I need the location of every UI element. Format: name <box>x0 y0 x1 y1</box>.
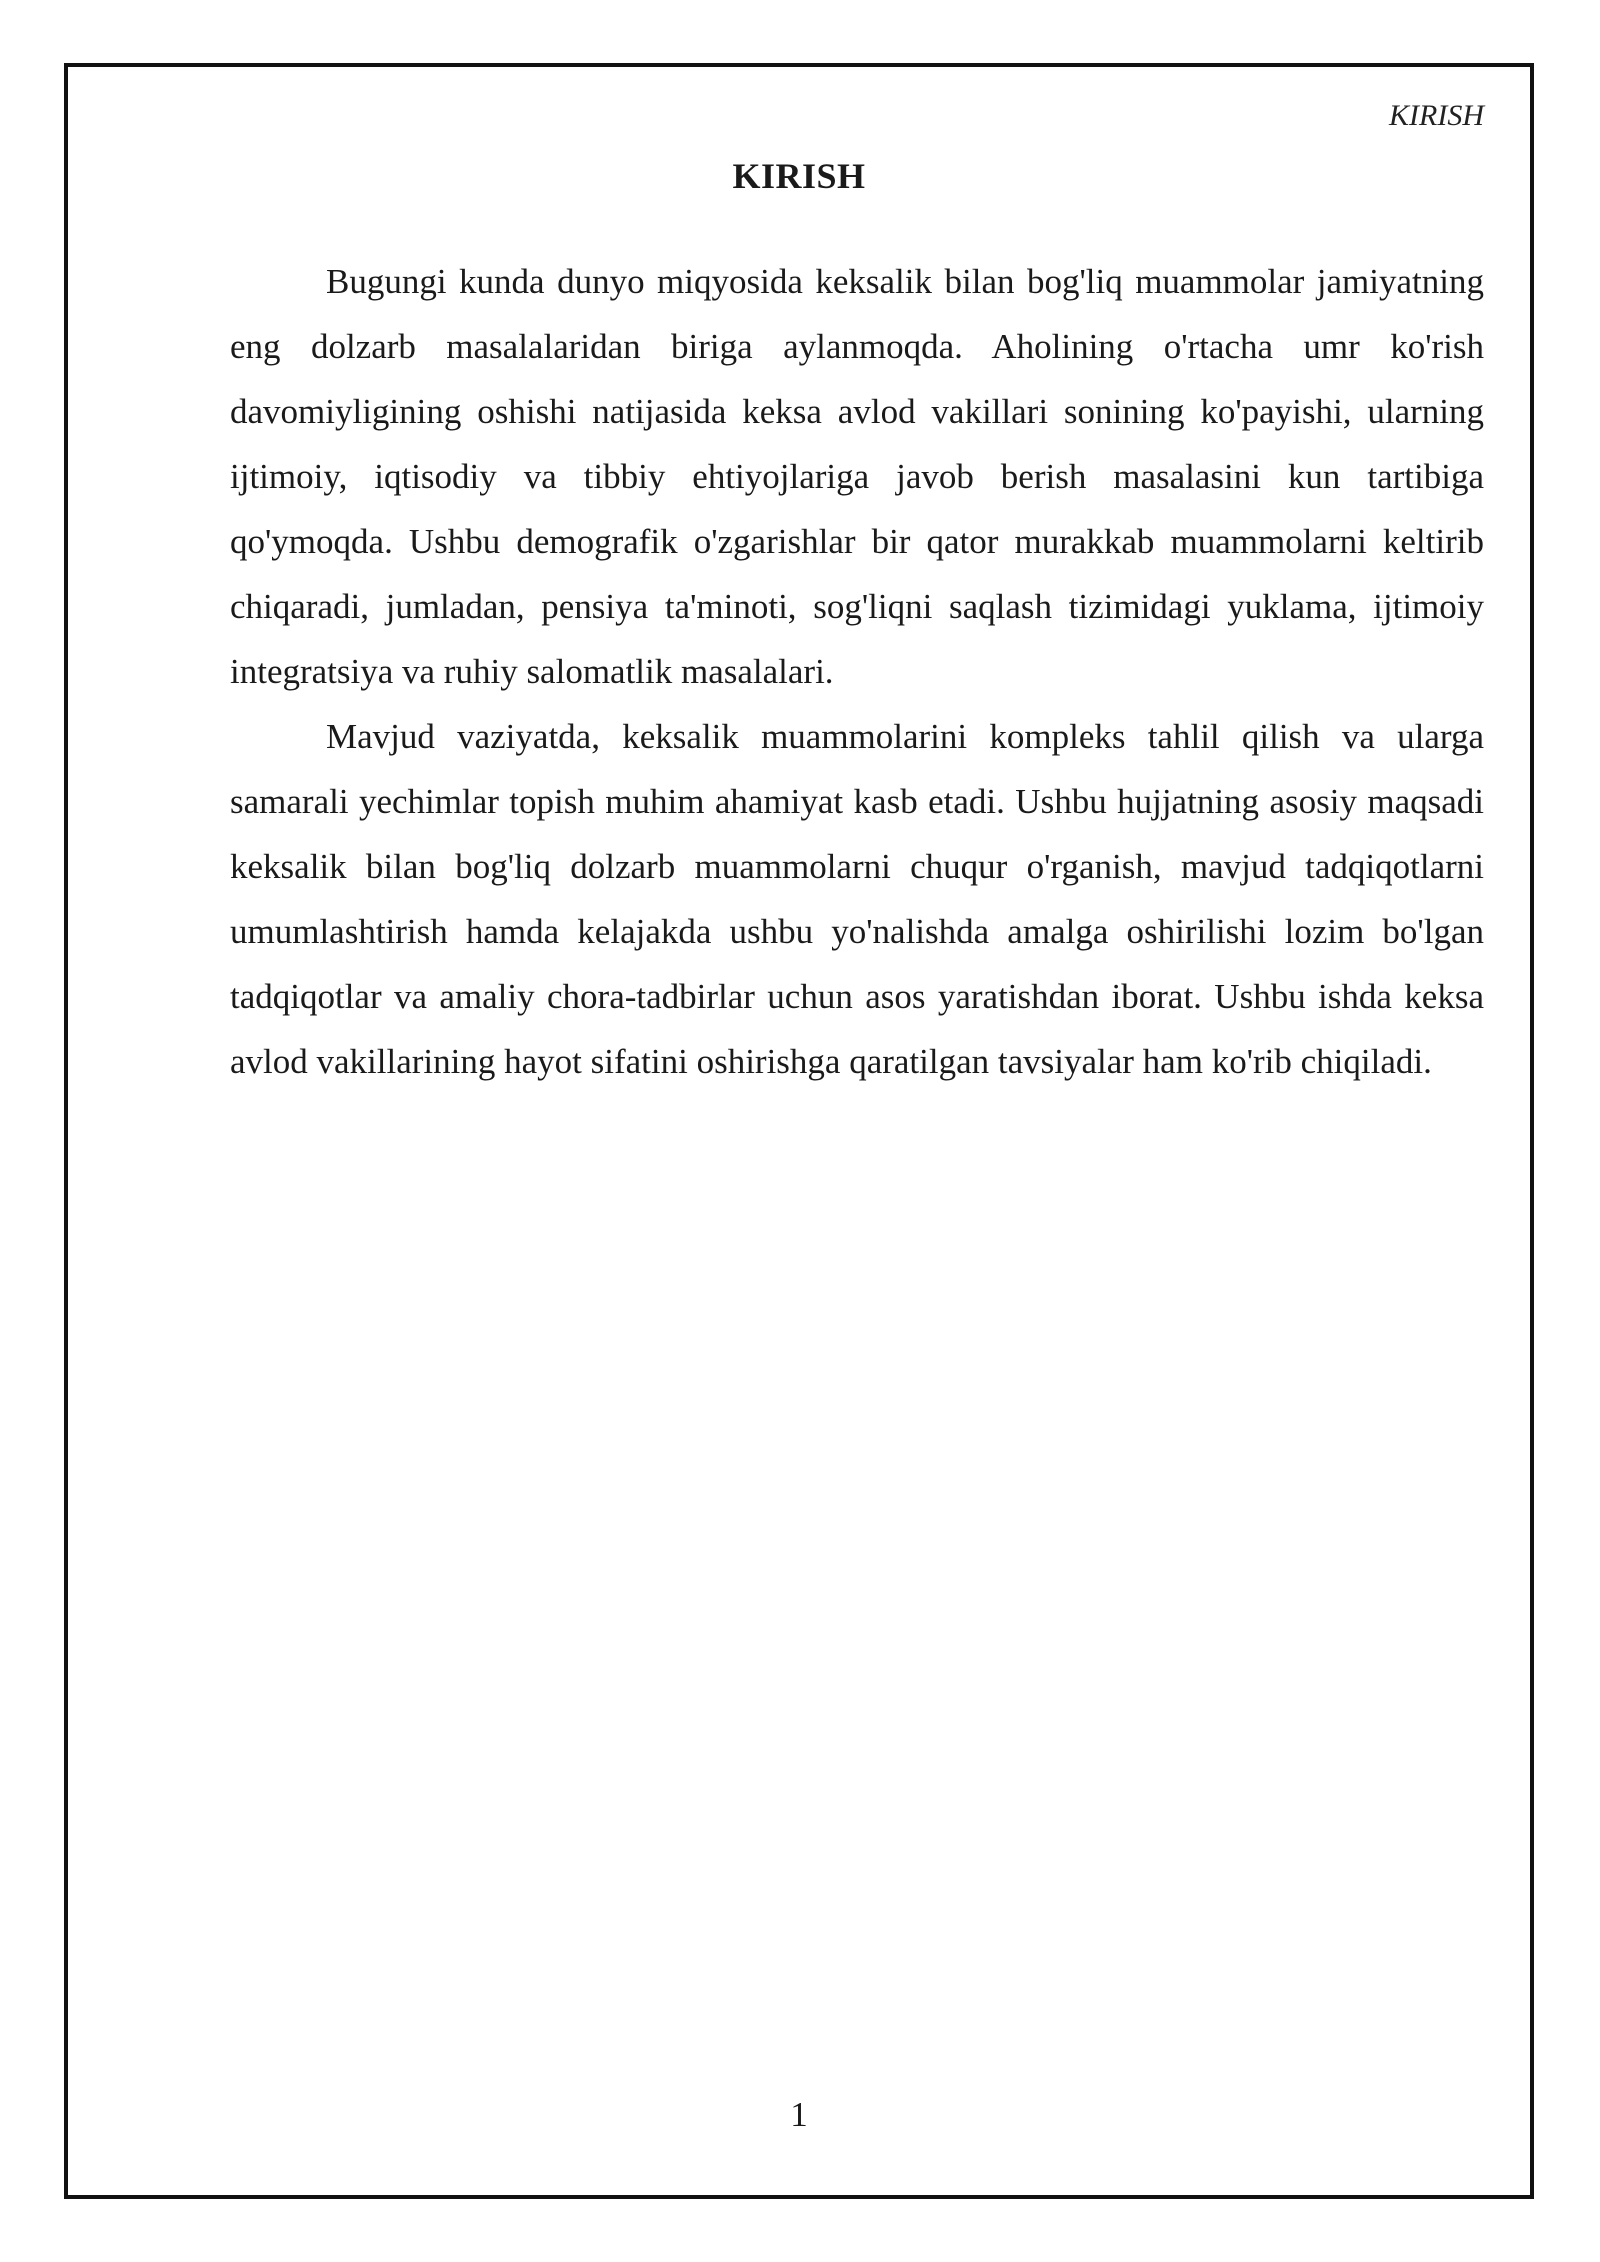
body-paragraph: Mavjud vaziyatda, keksalik muammolarini kompleks tahlil qilish va ularga samarali yechimlar topish muhim ahamiyat kasb etadi. Ushbu hujjatning asosiy maqsadi keksalik bilan bog'liq dolzarb muammolarni chuqur o'rganish, mavjud tadqiqotlarni umumlashtirish hamda kelajakda ushbu yo'nalishda amalga oshirilishi lozim bo'lgan tadqiqotlar va amaliy chora-tadbirlar uchun asos yaratishdan iborat. Ushbu ishda keksa avlod vakillarining hayot sifatini oshirishga qaratilgan tavsiyalar ham ko'rib chiqiladi. <box>230 717 1484 1081</box>
body-paragraph: Bugungi kunda dunyo miqyosida keksalik bilan bog'liq muammolar jamiyatning eng dolzarb masalalaridan biriga aylanmoqda. Aholining o'rtacha umr ko'rish davomiyligining oshishi natijasida keksa avlod vakillari sonining ko'payishi, ularning ijtimoiy, iqtisodiy va tibbiy ehtiyojlariga javob berish masalasini kun tartibiga qo'ymoqda. Ushbu demografik o'zgarishlar bir qator murakkab muammolarni keltirib chiqaradi, jumladan, pensiya ta'minoti, sog'liqni saqlash tizimidagi yuklama, ijtimoiy integratsiya va ruhiy salomatlik masalalari. <box>230 262 1484 691</box>
document-title: KIRISH <box>732 156 866 196</box>
page-frame <box>64 63 1534 2199</box>
document-body <box>230 249 1484 1094</box>
page-number: 1 <box>790 2095 808 2134</box>
running-header: KIRISH <box>1389 99 1484 132</box>
